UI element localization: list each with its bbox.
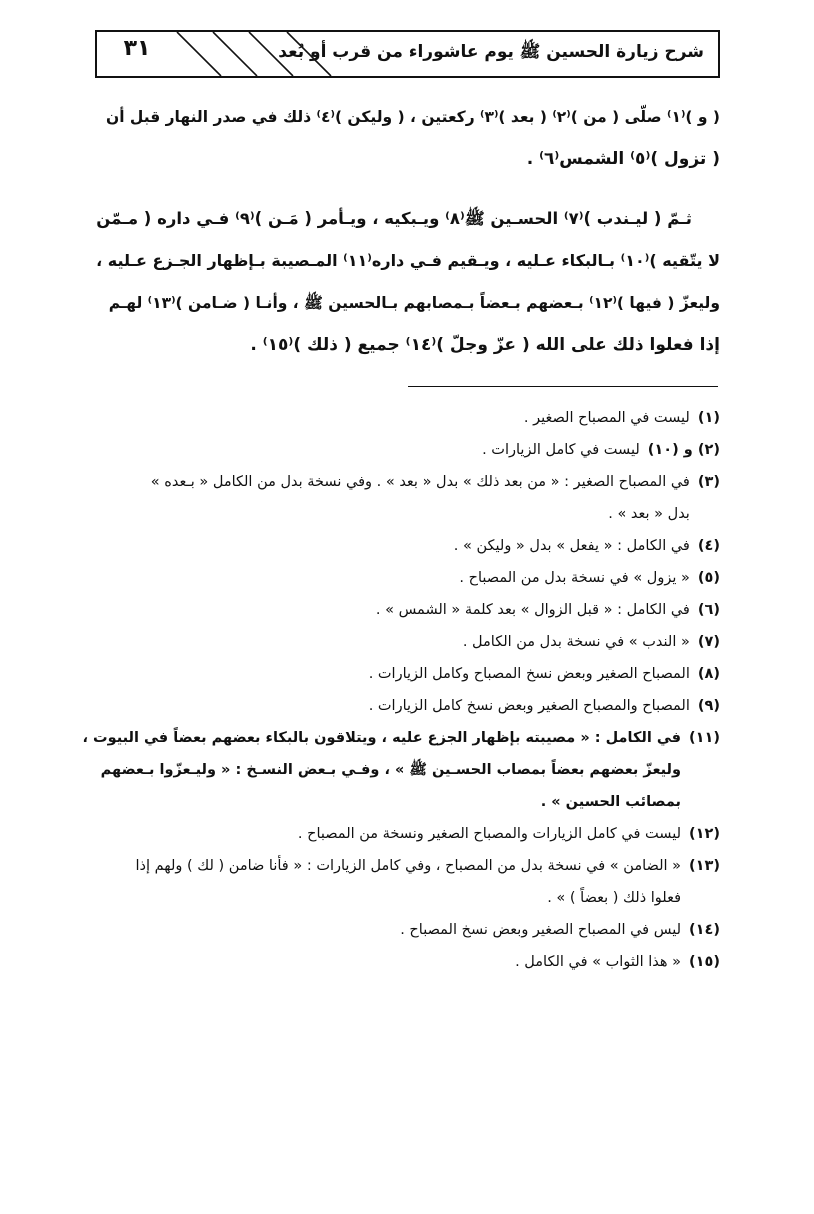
footnote-number: (١٣) [689, 858, 720, 874]
footnote [92, 594, 720, 626]
footnote [92, 690, 720, 722]
footnote-text: في المصباح الصغير : « من بعد ذلك » بدل « بعد » . وفي نسخة بدل من الكامل « بـعده » [150, 474, 690, 490]
footnote-divider [408, 386, 718, 387]
footnote [92, 850, 720, 914]
footnote-number: (٣) [697, 474, 720, 490]
footnote-number: (٥) [697, 570, 720, 586]
text-line: ( و )⁽١⁾ صلّى ( من )⁽٢⁾ ( بعد )⁽٣⁾ ركعتين ، ( وليكن )⁽٤⁾ ذلك في صدر النهار قبل أن [105, 108, 720, 126]
footnote-number: (١٤) [689, 922, 720, 938]
footnote [92, 434, 720, 466]
footnote-number: (٤) [697, 538, 720, 554]
footnote-text: « هذا الثواب » في الكامل . [515, 954, 682, 970]
footnote-text: وليعزّ بعضهم بعضاً بمصاب الحسـين ﷺ » ، وفـي بـعض النسـخ : « وليـعزّوا بـعضهم [100, 762, 682, 778]
footnote-text: « الندب » في نسخة بدل من الكامل . [462, 634, 690, 650]
header-ornament [175, 32, 345, 76]
main-text [92, 96, 720, 366]
footnote [92, 626, 720, 658]
footnote [92, 466, 720, 530]
footnote-text: « يزول » في نسخة بدل من المصباح . [459, 570, 690, 586]
footnote [92, 402, 720, 434]
footnote [92, 818, 720, 850]
footnote-text: في الكامل : « مصيبته بإظهار الجزع عليه ، ويتلاقون بالبكاء بعضهم بعضاً في البيوت ، [82, 730, 682, 746]
header-title: شرح زيارة الحسين ﷺ يوم عاشوراء من قرب أو بُعد [278, 42, 704, 62]
footnote-text: في الكامل : « يفعل » بدل « وليكن » . [453, 538, 690, 554]
footnote-number: (٢) و (١٠) [647, 442, 720, 458]
footnote-text: فعلوا ذلك ( بعضاً ) » . [547, 890, 682, 906]
text-line: ثـمّ ( ليـندب )⁽٧⁾ الحسـين ﷺ⁽٨⁾ ويـبكيه ، ويـأمر ( مَـن )⁽٩⁾ فـي داره ( مـمّن [96, 209, 692, 228]
footnote [92, 658, 720, 690]
footnote [92, 946, 720, 978]
footnote [92, 530, 720, 562]
footnote-text: ليست في كامل الزيارات والمصباح الصغير ونسخة من المصباح . [297, 826, 682, 842]
footnote-text: « الضامن » في نسخة بدل من المصباح ، وفي كامل الزيارات : « فأنا ضامن ( لك ) ولهم إذا [135, 858, 682, 874]
footnote-number: (٩) [697, 698, 720, 714]
footnote-text: ليست في كامل الزيارات . [482, 442, 640, 458]
footnote-text: ليس في المصباح الصغير وبعض نسخ المصباح . [400, 922, 682, 938]
footnote-text: ليست في المصباح الصغير . [523, 410, 690, 426]
text-line: إذا فعلوا ذلك على الله ( عزّ وجلّ )⁽١٤⁾ جميع ( ذلك )⁽١٥⁾ . [250, 335, 720, 355]
footnote [92, 914, 720, 946]
footnotes [82, 402, 720, 978]
footnote-text: بمصائب الحسين » . [540, 794, 682, 810]
text-line: ( تزول )⁽٥⁾ الشمس⁽٦⁾ . [526, 149, 720, 169]
footnote-number: (١) [697, 410, 720, 426]
footnote-text: بدل « بعد » . [608, 506, 690, 522]
paragraph-2 [92, 198, 720, 366]
footnote [92, 562, 720, 594]
page-number: ٣١ [123, 36, 151, 61]
footnote-number: (١٢) [689, 826, 720, 842]
footnote-text: المصباح الصغير وبعض نسخ المصباح وكامل الزيارات . [368, 666, 690, 682]
footnote-text: المصباح والمصباح الصغير وبعض نسخ كامل الزيارات . [368, 698, 690, 714]
text-line: وليعزّ ( فيها )⁽١٢⁾ بـعضهم بـعضاً بـمصابهم بـالحسين ﷺ ، وأنـا ( ضـامن )⁽١٣⁾ لهـم [108, 294, 720, 312]
footnote-number: (٨) [697, 666, 720, 682]
paragraph-1 [92, 96, 720, 180]
footnote-number: (١٥) [689, 954, 720, 970]
running-header [95, 30, 720, 78]
footnote-number: (٦) [697, 602, 720, 618]
footnote-text: في الكامل : « قبل الزوال » بعد كلمة « الشمس » . [375, 602, 690, 618]
footnote-number: (٧) [697, 634, 720, 650]
footnote [82, 722, 720, 818]
footnote-number: (١١) [689, 730, 720, 746]
text-line: لا يتّقيه )⁽١٠⁾ بـالبكاء عـليه ، ويـقيم فـي داره⁽١١⁾ المـصيبة بـإظهار الجـزع عـليه ، [96, 251, 720, 270]
